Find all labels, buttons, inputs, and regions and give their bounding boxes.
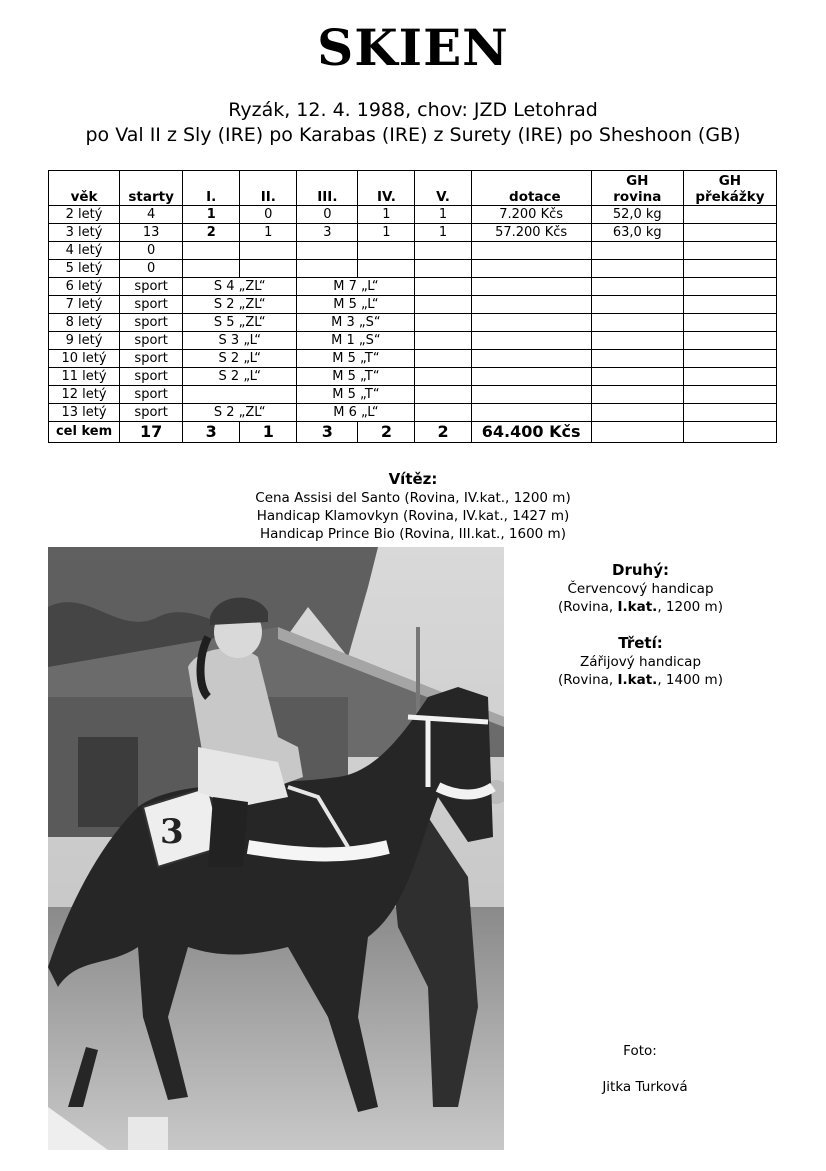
third-heading: Třetí: bbox=[618, 634, 663, 652]
table-total-row bbox=[49, 422, 777, 443]
second-race-detail: (Rovina, I.kat., 1200 m) bbox=[558, 599, 723, 615]
total-third-cell: 3 bbox=[297, 422, 358, 443]
col-starts: starty bbox=[120, 171, 183, 206]
starts-cell: sport bbox=[120, 350, 183, 368]
total-first-cell: 3 bbox=[183, 422, 240, 443]
age-cell: 3 letý bbox=[49, 224, 120, 242]
table-row bbox=[49, 332, 777, 350]
table-row bbox=[49, 386, 777, 404]
table-row bbox=[49, 206, 777, 224]
table-row bbox=[49, 368, 777, 386]
sport-m-cell: M 5 „T“ bbox=[297, 368, 415, 386]
age-cell: 11 letý bbox=[49, 368, 120, 386]
age-cell: 4 letý bbox=[49, 242, 120, 260]
photo-credit-name: Jitka Turková bbox=[602, 1079, 688, 1095]
sport-s-cell: S 2 „ZL“ bbox=[183, 404, 297, 422]
total-prize-cell: 64.400 Kčs bbox=[471, 422, 591, 443]
sport-m-cell: M 1 „S“ bbox=[297, 332, 415, 350]
second-place-section bbox=[548, 560, 733, 616]
table-row bbox=[49, 296, 777, 314]
starts-cell: sport bbox=[120, 278, 183, 296]
first-cell: 2 bbox=[183, 224, 240, 242]
table-row bbox=[49, 260, 777, 278]
horse-photo bbox=[48, 547, 504, 1150]
starts-cell: sport bbox=[120, 386, 183, 404]
second-cell: 1 bbox=[240, 224, 297, 242]
winner-race: Handicap Prince Bio (Rovina, III.kat., 1600 m) bbox=[260, 526, 566, 542]
horse-name-title: SKIEN bbox=[317, 18, 509, 77]
age-cell: 12 letý bbox=[49, 386, 120, 404]
starts-cell: sport bbox=[120, 368, 183, 386]
table-row bbox=[49, 242, 777, 260]
total-fourth-cell: 2 bbox=[358, 422, 415, 443]
age-cell: 10 letý bbox=[49, 350, 120, 368]
gh-jump-cell bbox=[683, 224, 776, 242]
second-race: Červencový handicap bbox=[567, 581, 714, 597]
total-starts-cell: 17 bbox=[120, 422, 183, 443]
sport-m-cell: M 7 „L“ bbox=[297, 278, 415, 296]
col-prize: dotace bbox=[471, 171, 591, 206]
third-place-section bbox=[548, 633, 733, 689]
photo-credit-label: Foto: bbox=[623, 1043, 657, 1059]
starts-cell: 13 bbox=[120, 224, 183, 242]
pedigree-line: po Val II z Sly (IRE) po Karabas (IRE) z Surety (IRE) po Sheshoon (GB) bbox=[85, 124, 741, 146]
second-cell: 0 bbox=[240, 206, 297, 224]
prize-cell: 57.200 Kčs bbox=[471, 224, 591, 242]
gh-flat-cell: 52,0 kg bbox=[591, 206, 683, 224]
table-row bbox=[49, 314, 777, 332]
table-row bbox=[49, 350, 777, 368]
sport-s-cell bbox=[183, 386, 297, 404]
table-row bbox=[49, 404, 777, 422]
second-heading: Druhý: bbox=[612, 561, 669, 579]
age-cell: 13 letý bbox=[49, 404, 120, 422]
fourth-cell: 1 bbox=[358, 206, 415, 224]
fifth-cell: 1 bbox=[415, 224, 471, 242]
col-first: I. bbox=[183, 171, 240, 206]
sport-m-cell: M 5 „T“ bbox=[297, 386, 415, 404]
starts-cell: 0 bbox=[120, 260, 183, 278]
age-cell: 7 letý bbox=[49, 296, 120, 314]
gh-flat-line1: GH bbox=[626, 173, 649, 189]
table-row bbox=[49, 224, 777, 242]
sport-m-cell: M 3 „S“ bbox=[297, 314, 415, 332]
age-cell: 8 letý bbox=[49, 314, 120, 332]
third-race-detail: (Rovina, I.kat., 1400 m) bbox=[558, 672, 723, 688]
col-age: věk bbox=[49, 171, 120, 206]
age-cell: 9 letý bbox=[49, 332, 120, 350]
sport-s-cell: S 3 „L“ bbox=[183, 332, 297, 350]
sport-m-cell: M 5 „L“ bbox=[297, 296, 415, 314]
starts-cell: sport bbox=[120, 296, 183, 314]
col-gh-flat bbox=[591, 171, 683, 206]
age-cell: 5 letý bbox=[49, 260, 120, 278]
gh-jump-cell bbox=[683, 206, 776, 224]
sport-s-cell: S 2 „L“ bbox=[183, 350, 297, 368]
fourth-cell: 1 bbox=[358, 224, 415, 242]
gh-jump-line1: GH bbox=[718, 173, 742, 189]
table-row bbox=[49, 278, 777, 296]
total-label-cell: cel kem bbox=[49, 422, 120, 443]
third-cell: 0 bbox=[297, 206, 358, 224]
col-gh-jump bbox=[683, 171, 776, 206]
table-header-row bbox=[49, 171, 777, 206]
winner-heading: Vítěz: bbox=[388, 470, 438, 488]
race-record-table bbox=[48, 170, 777, 443]
horse-photo-illustration bbox=[48, 547, 504, 1150]
winner-section bbox=[0, 469, 826, 543]
col-fifth: V. bbox=[415, 171, 471, 206]
prize-cell: 7.200 Kčs bbox=[471, 206, 591, 224]
sport-s-cell: S 2 „ZL“ bbox=[183, 296, 297, 314]
winner-race: Handicap Klamovkyn (Rovina, IV.kat., 1427 m) bbox=[256, 508, 570, 524]
third-cell: 3 bbox=[297, 224, 358, 242]
starts-cell: 4 bbox=[120, 206, 183, 224]
winner-race: Cena Assisi del Santo (Rovina, IV.kat., 1200 m) bbox=[255, 490, 571, 506]
col-second: II. bbox=[240, 171, 297, 206]
sport-m-cell: M 6 „L“ bbox=[297, 404, 415, 422]
total-second-cell: 1 bbox=[240, 422, 297, 443]
col-fourth: IV. bbox=[358, 171, 415, 206]
gh-flat-line2: rovina bbox=[613, 189, 662, 205]
sport-s-cell: S 2 „L“ bbox=[183, 368, 297, 386]
sport-m-cell: M 5 „T“ bbox=[297, 350, 415, 368]
saddle-number: 3 bbox=[160, 812, 184, 852]
starts-cell: sport bbox=[120, 404, 183, 422]
starts-cell: sport bbox=[120, 314, 183, 332]
first-cell: 1 bbox=[183, 206, 240, 224]
starts-cell: 0 bbox=[120, 242, 183, 260]
total-fifth-cell: 2 bbox=[415, 422, 471, 443]
starts-cell: sport bbox=[120, 332, 183, 350]
col-third: III. bbox=[297, 171, 358, 206]
gh-jump-line2: překážky bbox=[695, 189, 765, 205]
horse-info-line: Ryzák, 12. 4. 1988, chov: JZD Letohrad bbox=[228, 99, 598, 121]
sport-s-cell: S 5 „ZL“ bbox=[183, 314, 297, 332]
third-race: Zářijový handicap bbox=[579, 654, 702, 670]
age-cell: 2 letý bbox=[49, 206, 120, 224]
fifth-cell: 1 bbox=[415, 206, 471, 224]
sport-s-cell: S 4 „ZL“ bbox=[183, 278, 297, 296]
gh-flat-cell: 63,0 kg bbox=[591, 224, 683, 242]
age-cell: 6 letý bbox=[49, 278, 120, 296]
